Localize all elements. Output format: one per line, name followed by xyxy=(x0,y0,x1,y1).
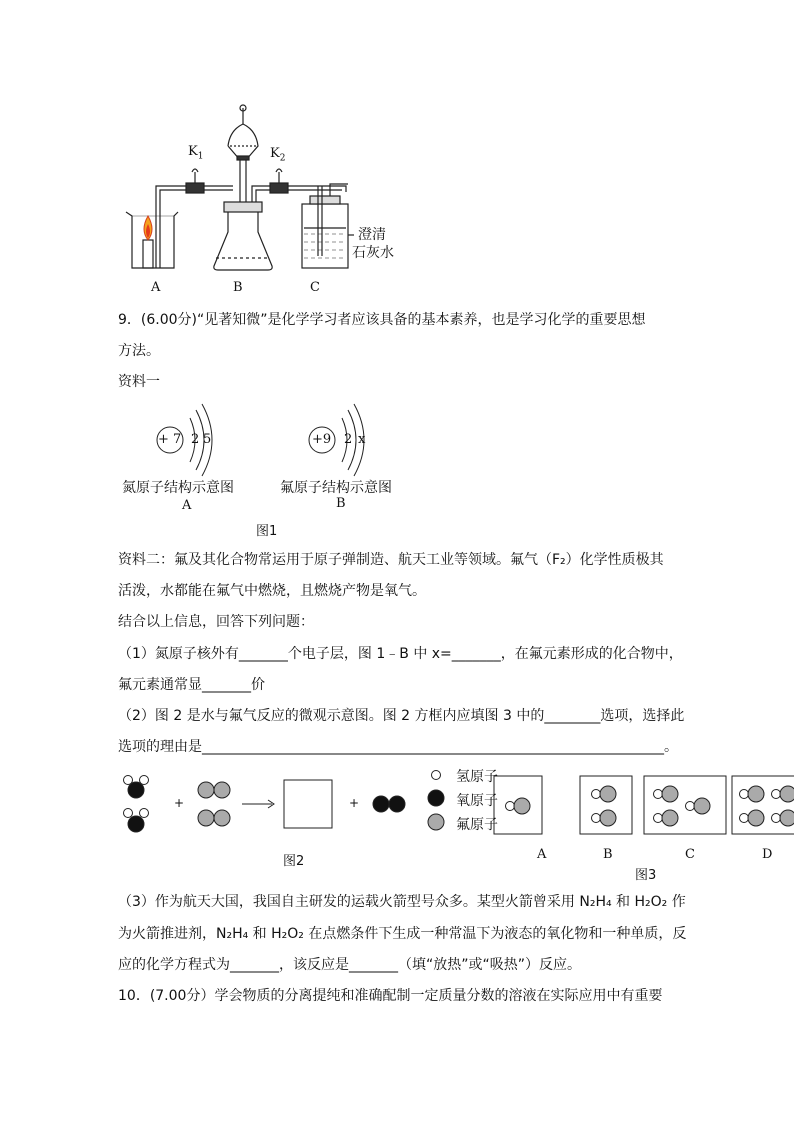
legend-fluorine: 氟原子 xyxy=(456,817,498,833)
limewater-label-2: 石灰水 xyxy=(352,245,394,261)
apparatus-label-c: C xyxy=(310,280,320,295)
material-2-line-2: 活泼，水都能在氟气中燃烧，且燃烧产物是氧气。 xyxy=(118,583,426,599)
sub-question-1-line-2: 氟元素通常显_______价 xyxy=(118,677,265,693)
atom-a-nucleus: + 7 xyxy=(158,432,182,447)
atom-a-letter: A xyxy=(182,498,192,513)
atom-b-shell-2: x xyxy=(358,432,366,447)
atom-b-caption: 氟原子结构示意图 xyxy=(280,480,392,496)
atom-structure-diagrams xyxy=(150,400,410,480)
atom-b-letter: B xyxy=(336,496,346,511)
option-a-label: A xyxy=(537,847,547,862)
atom-b-shell-1: 2 xyxy=(344,432,353,447)
q9-line-2: 方法。 xyxy=(118,343,160,359)
sub-question-2-line-2: 选项的理由是__________________________________________________________________。 xyxy=(118,739,678,755)
option-b-label: B xyxy=(603,847,613,862)
q9-line-1: 9．(6.00分)“见著知微”是化学学习者应该具备的基本素养，也是学习化学的重要思想 xyxy=(118,312,646,328)
sub-question-2-line-1: （2）图 2 是水与氟气反应的微观示意图。图 2 方框内应填图 3 中的________选项，选择此 xyxy=(118,708,685,724)
k1-label: $K_1$ xyxy=(188,144,204,162)
legend-hydrogen: 氢原子 xyxy=(456,769,498,785)
option-c-label: C xyxy=(685,847,695,862)
apparatus-label-b: B xyxy=(233,280,243,295)
fig-3-label: 图3 xyxy=(635,868,657,883)
plus-sign-1: + xyxy=(174,796,185,810)
question-prompt: 结合以上信息，回答下列问题： xyxy=(118,614,314,630)
atom-a-shell-2: 5 xyxy=(203,432,212,447)
q10-line-1: 10．(7.00分）学会物质的分离提纯和准确配制一定质量分数的溶液在实际应用中有重要 xyxy=(118,988,663,1004)
plus-sign-2: + xyxy=(349,796,360,810)
atom-a-caption: 氮原子结构示意图 xyxy=(122,480,234,496)
material-1-heading: 资料一 xyxy=(118,374,160,390)
apparatus-diagram xyxy=(118,100,368,300)
legend-oxygen: 氧原子 xyxy=(456,793,498,809)
material-2-line-1: 资料二：氟及其化合物常运用于原子弹制造、航天工业等领域。氟气（F₂）化学性质极其 xyxy=(118,552,664,568)
apparatus-label-a: A xyxy=(151,280,161,295)
sub-question-3-line-3: 应的化学方程式为_______，该反应是_______（填“放热”或“吸热”）反应。 xyxy=(118,957,582,973)
fig-1-label: 图1 xyxy=(256,524,278,539)
fig-2-label: 图2 xyxy=(283,854,305,869)
sub-question-3-line-2: 为火箭推进剂，N₂H₄ 和 H₂O₂ 在点燃条件下生成一种常温下为液态的氧化物和一种单质，反 xyxy=(118,926,687,942)
option-d-label: D xyxy=(762,847,773,862)
sub-question-1-line-1: （1）氮原子核外有_______个电子层，图 1﹣B 中 x=_______，在氟元素形成的化合物中， xyxy=(118,646,683,662)
atom-b-nucleus: +9 xyxy=(312,432,332,447)
sub-question-3-line-1: （3）作为航天大国，我国自主研发的运载火箭型号众多。某型火箭曾采用 N₂H₄ 和 H₂O₂ 作 xyxy=(118,894,686,910)
atom-a-shell-1: 2 xyxy=(191,432,200,447)
k2-label: $K_2$ xyxy=(270,146,286,164)
limewater-label-1: 澄清 xyxy=(358,227,386,243)
